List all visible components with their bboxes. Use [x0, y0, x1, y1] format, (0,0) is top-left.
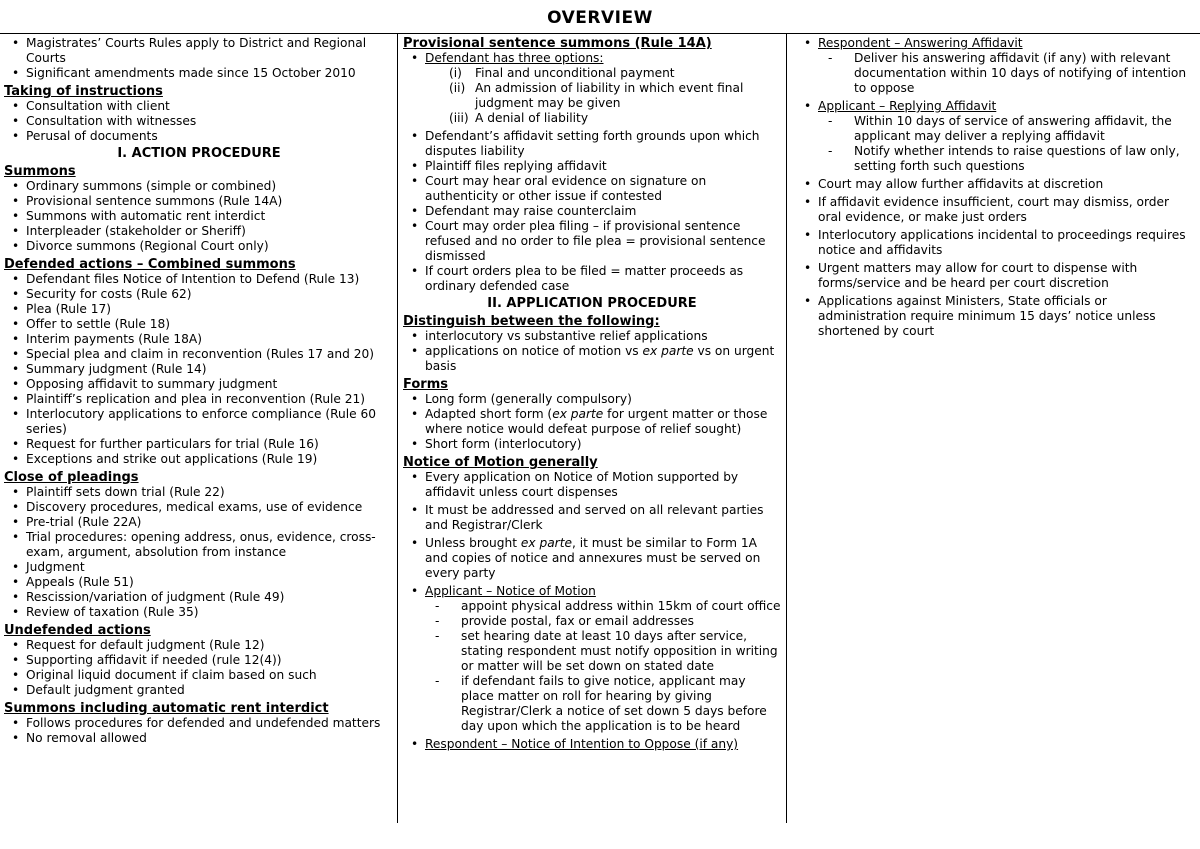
list-item: • Applications against Ministers, State officials or administration require minimum 15 days’ notice unless shortened by court	[796, 294, 1196, 339]
list-item: • Judgment	[4, 560, 394, 575]
list-item: • Plaintiff files replying affidavit	[403, 159, 781, 174]
sub-item: - if defendant fails to give notice, applicant may place matter on roll for hearing by giving Registrar/Clerk a notice of set down 5 days before day upon which the application is to be heard	[425, 674, 781, 734]
list-item: • Provisional sentence summons (Rule 14A)	[4, 194, 394, 209]
answering-affidavit-label: Respondent – Answering Affidavit	[818, 36, 1023, 50]
column-1	[4, 36, 394, 746]
list-item: • Plea (Rule 17)	[4, 302, 394, 317]
list-item: • Special plea and claim in reconvention (Rules 17 and 20)	[4, 347, 394, 362]
sub-item: - provide postal, fax or email addresses	[425, 614, 781, 629]
option-item: (ii) An admission of liability in which event final judgment may be given	[449, 81, 744, 110]
list-item	[796, 36, 1196, 96]
sub-item: - Notify whether intends to raise questions of law only, setting forth such questions	[818, 144, 1196, 174]
list-item: • Defendant’s affidavit setting forth grounds upon which disputes liability	[403, 129, 781, 159]
list-item: • Court may order plea filing – if provisional sentence refused and no order to file plea = provisional sentence dismissed	[403, 219, 781, 264]
option-item: (iii) A denial of liability	[449, 111, 589, 125]
list-item: • Request for default judgment (Rule 12)	[4, 638, 394, 653]
list-item: • Interlocutory applications incidental to proceedings requires notice and affidavits	[796, 228, 1196, 258]
sub-item: - Deliver his answering affidavit (if any) with relevant documentation within 10 days of notifying of intention to oppose	[818, 51, 1196, 96]
list-item: • Rescission/variation of judgment (Rule 49)	[4, 590, 394, 605]
forms-list	[403, 392, 781, 452]
list-item: • Every application on Notice of Motion supported by affidavit unless court dispenses	[403, 470, 781, 500]
list-item: • Opposing affidavit to summary judgment	[4, 377, 394, 392]
list-item	[403, 584, 781, 734]
options-list	[425, 66, 781, 126]
options-label: Defendant has three options:	[425, 51, 604, 65]
respondent-oppose-label: Respondent – Notice of Intention to Oppose (if any)	[425, 737, 739, 751]
list-item: • Urgent matters may allow for court to dispense with forms/service and be heard per court discretion	[796, 261, 1196, 291]
list-item: • If court orders plea to be filed = matter proceeds as ordinary defended case	[403, 264, 781, 294]
list-item: • Interpleader (stakeholder or Sheriff)	[4, 224, 394, 239]
list-item: • Interim payments (Rule 18A)	[4, 332, 394, 347]
section-heading-notice-of-motion: Notice of Motion generally	[403, 455, 598, 470]
list-item: • Plaintiff sets down trial (Rule 22)	[4, 485, 394, 500]
section-heading-close-of-pleadings: Close of pleadings	[4, 470, 139, 485]
provisional-list	[403, 51, 781, 126]
column-2	[403, 36, 781, 755]
column-divider-1	[397, 33, 398, 823]
list-item: • Security for costs (Rule 62)	[4, 287, 394, 302]
list-item: • Significant amendments made since 15 October 2010	[4, 66, 394, 81]
affidavit-list	[796, 36, 1196, 339]
list-item: • Review of taxation (Rule 35)	[4, 605, 394, 620]
list-item: • Request for further particulars for trial (Rule 16)	[4, 437, 394, 452]
section-heading-taking-instructions: Taking of instructions	[4, 84, 163, 99]
taking-list	[4, 99, 394, 144]
list-item: • Follows procedures for defended and undefended matters	[4, 716, 394, 731]
column-3	[796, 36, 1196, 342]
list-item: • interlocutory vs substantive relief applications	[403, 329, 781, 344]
list-item: • Court may hear oral evidence on signature on authenticity or other issue if contested	[403, 174, 781, 204]
list-item	[403, 737, 781, 752]
list-item	[796, 99, 1196, 174]
list-item: • Magistrates’ Courts Rules apply to District and Regional Courts	[4, 36, 394, 66]
section-heading-distinguish: Distinguish between the following:	[403, 314, 660, 329]
list-item: • Original liquid document if claim based on such	[4, 668, 394, 683]
section-title-action-procedure: I. ACTION PROCEDURE	[117, 146, 281, 161]
list-item: • Unless brought ex parte, it must be similar to Form 1A and copies of notice and annexures must be served on every party	[403, 536, 781, 581]
sub-item: - set hearing date at least 10 days after service, stating respondent must notify opposition in writing or matter will be set down on stated date	[425, 629, 781, 674]
sub-item: - appoint physical address within 15km of court office	[425, 599, 781, 614]
list-item: • Appeals (Rule 51)	[4, 575, 394, 590]
list-item: • applications on notice of motion vs ex parte vs on urgent basis	[403, 344, 781, 374]
list-item: • Perusal of documents	[4, 129, 394, 144]
section-heading-summons: Summons	[4, 164, 76, 179]
list-item: • Ordinary summons (simple or combined)	[4, 179, 394, 194]
replying-affidavit-label: Applicant – Replying Affidavit	[818, 99, 997, 113]
column-divider-2	[786, 33, 787, 823]
list-item: • Supporting affidavit if needed (rule 12(4))	[4, 653, 394, 668]
list-item: • Interlocutory applications to enforce compliance (Rule 60 series)	[4, 407, 394, 437]
list-item: • Divorce summons (Regional Court only)	[4, 239, 394, 254]
list-item: • Pre-trial (Rule 22A)	[4, 515, 394, 530]
replying-list	[818, 114, 1196, 174]
defended-list	[4, 272, 394, 467]
list-item: • Long form (generally compulsory)	[403, 392, 781, 407]
summons-list	[4, 179, 394, 254]
list-item: • If affidavit evidence insufficient, court may dismiss, order oral evidence, or make just orders	[796, 195, 1196, 225]
list-item: • Defendant may raise counterclaim	[403, 204, 781, 219]
list-item: • Offer to settle (Rule 18)	[4, 317, 394, 332]
section-heading-defended-actions: Defended actions – Combined summons	[4, 257, 296, 272]
section-heading-rent-interdict: Summons including automatic rent interdict	[4, 701, 329, 716]
rent-list	[4, 716, 394, 746]
list-item: • Trial procedures: opening address, onus, evidence, cross-exam, argument, absolution from instance	[4, 530, 394, 560]
section-heading-forms: Forms	[403, 377, 448, 392]
list-item: • Consultation with witnesses	[4, 114, 394, 129]
list-item: • Defendant files Notice of Intention to Defend (Rule 13)	[4, 272, 394, 287]
list-item: • Short form (interlocutory)	[403, 437, 781, 452]
list-item: • It must be addressed and served on all relevant parties and Registrar/Clerk	[403, 503, 781, 533]
section-title-application-procedure: II. APPLICATION PROCEDURE	[487, 296, 697, 311]
option-item: (i) Final and unconditional payment	[449, 66, 675, 80]
list-item: • Consultation with client	[4, 99, 394, 114]
distinguish-list	[403, 329, 781, 374]
notice-list	[403, 470, 781, 752]
list-item: • Plaintiff’s replication and plea in reconvention (Rule 21)	[4, 392, 394, 407]
close-list	[4, 485, 394, 620]
header-rule	[0, 33, 1200, 34]
intro-list	[4, 36, 394, 81]
list-item: • Summons with automatic rent interdict	[4, 209, 394, 224]
section-heading-provisional-sentence: Provisional sentence summons (Rule 14A)	[403, 36, 712, 51]
list-item: • Adapted short form (ex parte for urgent matter or those where notice would defeat purpose of relief sought)	[403, 407, 781, 437]
list-item: • Default judgment granted	[4, 683, 394, 698]
page-title: OVERVIEW	[547, 8, 653, 28]
undefended-list	[4, 638, 394, 698]
applicant-notice-list	[425, 599, 781, 734]
sub-item: - Within 10 days of service of answering affidavit, the applicant may deliver a replying affidavit	[818, 114, 1196, 144]
list-item: • Court may allow further affidavits at discretion	[796, 177, 1196, 192]
answering-list	[818, 51, 1196, 96]
list-item: • Discovery procedures, medical exams, use of evidence	[4, 500, 394, 515]
applicant-notice-label: Applicant – Notice of Motion	[425, 584, 596, 598]
list-item: • Exceptions and strike out applications (Rule 19)	[4, 452, 394, 467]
section-heading-undefended-actions: Undefended actions	[4, 623, 151, 638]
provisional-steps-list	[403, 129, 781, 294]
list-item: • Summary judgment (Rule 14)	[4, 362, 394, 377]
list-item: • No removal allowed	[4, 731, 394, 746]
list-item	[403, 51, 781, 126]
